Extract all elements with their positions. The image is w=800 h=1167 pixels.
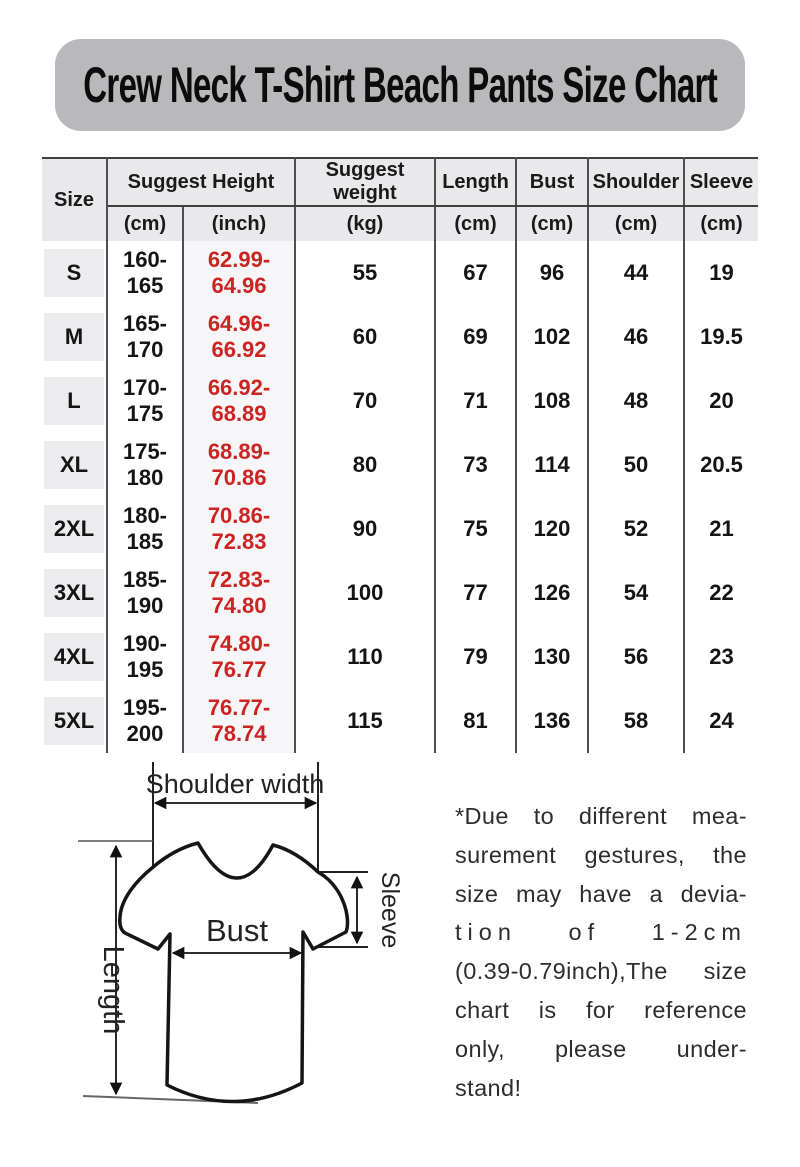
weight-kg-cell: 110: [295, 625, 435, 689]
note-line: surement gestures, the: [455, 841, 747, 868]
height-cm-cell: 195-200: [107, 689, 183, 753]
length-cm-cell: 77: [435, 561, 516, 625]
height-inch-cell: 68.89-70.86: [183, 433, 295, 497]
height-cm-cell: 190-195: [107, 625, 183, 689]
size-badge: L: [44, 377, 104, 425]
weight-kg-cell: 70: [295, 369, 435, 433]
height-inch-cell: 62.99-64.96: [183, 241, 295, 305]
shoulder-cm-cell: 44: [588, 241, 684, 305]
height-inch-cell: 64.96-66.92: [183, 305, 295, 369]
size-cell: [42, 561, 107, 625]
height-inch-cell: 76.77-78.74: [183, 689, 295, 753]
size-cell: [42, 241, 107, 305]
table-row: [42, 689, 758, 753]
height-cm-cell: 170-175: [107, 369, 183, 433]
weight-kg-cell: 80: [295, 433, 435, 497]
col-header-length: Length: [435, 158, 516, 206]
col-header-shoulder: Shoulder: [588, 158, 684, 206]
bust-cm-cell: 102: [516, 305, 588, 369]
unit-sleeve-cm: (cm): [684, 206, 758, 241]
table-row: [42, 369, 758, 433]
note-line: size may have a devia-: [455, 880, 747, 907]
unit-height-cm: (cm): [107, 206, 183, 241]
shoulder-cm-cell: 54: [588, 561, 684, 625]
shoulder-cm-cell: 52: [588, 497, 684, 561]
note-line: (0.39-0.79inch),The size: [455, 958, 747, 985]
bust-cm-cell: 120: [516, 497, 588, 561]
size-badge: S: [44, 249, 104, 297]
measurement-note: [455, 797, 747, 1107]
shoulder-cm-cell: 50: [588, 433, 684, 497]
table-row: [42, 241, 758, 305]
bust-cm-cell: 136: [516, 689, 588, 753]
label-bust: Bust: [205, 913, 269, 948]
height-cm-cell: 180-185: [107, 497, 183, 561]
weight-kg-cell: 60: [295, 305, 435, 369]
table-row: [42, 625, 758, 689]
sleeve-cm-cell: 19.5: [700, 324, 743, 349]
height-inch-cell: 66.92-68.89: [183, 369, 295, 433]
sleeve-cm-cell: 23: [709, 644, 734, 669]
size-badge: 4XL: [44, 633, 104, 681]
sleeve-cm-cell: 24: [709, 708, 734, 733]
unit-height-inch: (inch): [183, 206, 295, 241]
size-cell: [42, 497, 107, 561]
col-header-sleeve: Sleeve: [684, 158, 758, 206]
note-line: stand!: [455, 1074, 522, 1101]
weight-kg-cell: 100: [295, 561, 435, 625]
weight-kg-cell: 90: [295, 497, 435, 561]
header-row-units: [42, 206, 758, 241]
size-table-body: [42, 241, 758, 753]
size-table: [42, 157, 758, 753]
note-line: tion of 1-2cm: [455, 919, 747, 946]
length-cm-cell: 75: [435, 497, 516, 561]
weight-kg-cell: 55: [295, 241, 435, 305]
label-sleeve: Sleeve: [376, 871, 404, 949]
size-cell: [42, 305, 107, 369]
bust-cm-cell: 108: [516, 369, 588, 433]
bust-cm-cell: 96: [516, 241, 588, 305]
shoulder-cm-cell: 56: [588, 625, 684, 689]
unit-bust-cm: (cm): [516, 206, 588, 241]
size-badge: 2XL: [44, 505, 104, 553]
length-cm-cell: 71: [435, 369, 516, 433]
size-cell: [42, 689, 107, 753]
sleeve-cm-cell: 20: [709, 388, 734, 413]
unit-weight-kg: (kg): [295, 206, 435, 241]
col-header-bust: Bust: [516, 158, 588, 206]
height-cm-cell: 165-170: [107, 305, 183, 369]
page-title: Crew Neck T-Shirt Beach Pants Size Chart: [83, 57, 717, 113]
table-row: [42, 433, 758, 497]
table-row: [42, 561, 758, 625]
bust-cm-cell: 114: [516, 433, 588, 497]
height-inch-cell: 74.80-76.77: [183, 625, 295, 689]
bust-cm-cell: 126: [516, 561, 588, 625]
height-cm-cell: 160-165: [107, 241, 183, 305]
height-cm-cell: 185-190: [107, 561, 183, 625]
sleeve-cm-cell: 21: [709, 516, 734, 541]
header-row-1: [42, 158, 758, 206]
tshirt-outline: [120, 843, 348, 1102]
size-badge: 3XL: [44, 569, 104, 617]
sleeve-cm-cell: 22: [709, 580, 734, 605]
note-line: only, please under-: [455, 1035, 747, 1062]
size-badge: XL: [44, 441, 104, 489]
shoulder-cm-cell: 46: [588, 305, 684, 369]
weight-kg-cell: 115: [295, 689, 435, 753]
height-inch-cell: 72.83-74.80: [183, 561, 295, 625]
size-badge: M: [44, 313, 104, 361]
size-cell: [42, 433, 107, 497]
sleeve-cm-cell: 19: [709, 260, 734, 285]
height-inch-cell: 70.86-72.83: [183, 497, 295, 561]
shoulder-cm-cell: 58: [588, 689, 684, 753]
note-line: *Due to different mea-: [455, 803, 747, 829]
length-cm-cell: 81: [435, 689, 516, 753]
col-header-suggest-weight: Suggest weight: [295, 158, 435, 206]
bust-cm-cell: 130: [516, 625, 588, 689]
height-cm-cell: 175-180: [107, 433, 183, 497]
unit-shoulder-cm: (cm): [588, 206, 684, 241]
title-banner: [55, 39, 745, 131]
note-line: chart is for reference: [455, 996, 747, 1023]
length-cm-cell: 67: [435, 241, 516, 305]
table-row: [42, 497, 758, 561]
col-header-size: Size: [42, 158, 107, 241]
sleeve-cm-cell: 20.5: [700, 452, 743, 477]
size-badge: 5XL: [44, 697, 104, 745]
table-row: [42, 305, 758, 369]
length-cm-cell: 69: [435, 305, 516, 369]
label-length: Length: [97, 945, 129, 1035]
length-cm-cell: 73: [435, 433, 516, 497]
size-cell: [42, 625, 107, 689]
length-cm-cell: 79: [435, 625, 516, 689]
tshirt-measurement-diagram: [18, 757, 438, 1109]
shoulder-cm-cell: 48: [588, 369, 684, 433]
label-shoulder-width: Shoulder width: [145, 769, 325, 799]
col-header-suggest-height: Suggest Height: [107, 158, 295, 206]
size-cell: [42, 369, 107, 433]
unit-length-cm: (cm): [435, 206, 516, 241]
